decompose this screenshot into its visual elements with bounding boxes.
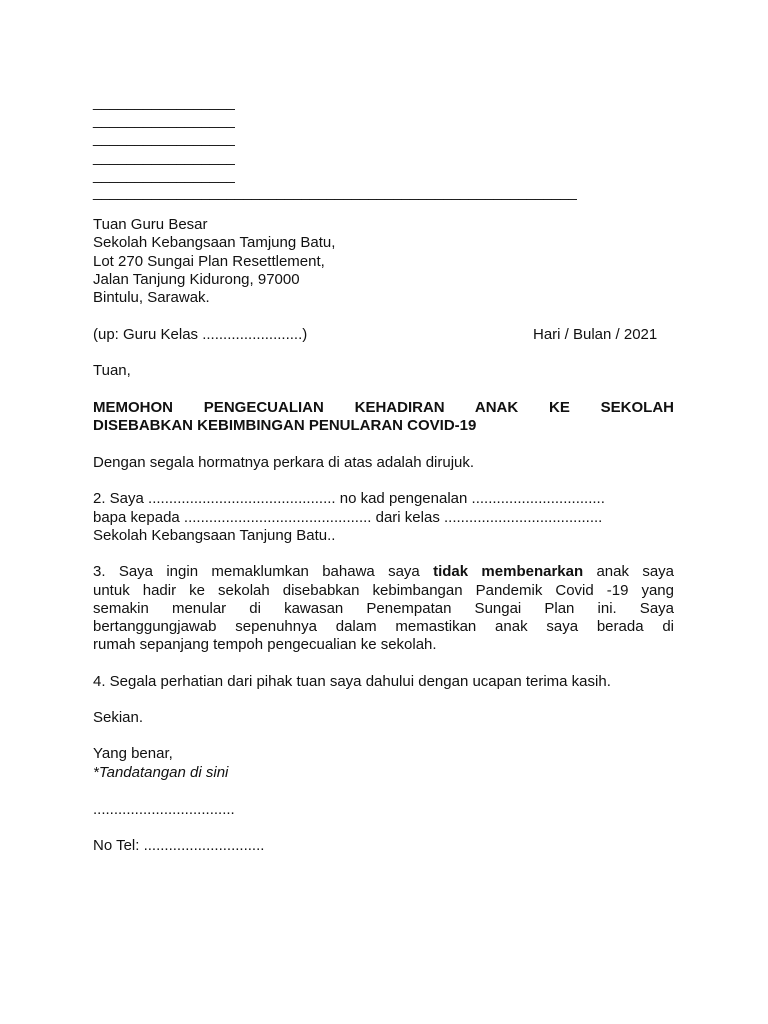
recipient-line: Jalan Tanjung Kidurong, 97000 (93, 271, 300, 288)
paragraph-4: 4. Segala perhatian dari pihak tuan saya dahului dengan ucapan terima kasih. (93, 673, 611, 690)
paragraph-3-line: semakin menular di kawasan Penempatan Sungai Plan ini. Saya (93, 600, 674, 617)
sender-address-line: _________________ (93, 112, 235, 129)
paragraph-3-line: rumah sepanjang tempoh pengecualian ke sekolah. (93, 636, 437, 653)
paragraph-3-line: untuk hadir ke sekolah disebabkan kebimbangan Pandemik Covid -19 yang (93, 582, 674, 599)
paragraph-2-line: 2. Saya ............................................. no kad pengenalan ................................ (93, 490, 605, 507)
sender-divider-line: __________________________________________________________ (93, 184, 577, 201)
subject-line-1: MEMOHON PENGECUALIAN KEHADIRAN ANAK KE SEKOLAH (93, 399, 674, 416)
sender-address-line: _________________ (93, 130, 235, 147)
closing: Sekian. (93, 709, 144, 726)
sign-off: Yang benar, (93, 745, 173, 762)
recipient-line: Lot 270 Sungai Plan Resettlement, (93, 253, 325, 270)
recipient-line: Bintulu, Sarawak. (93, 289, 210, 306)
paragraph-3-text: 3. Saya ingin memaklumkan bahawa saya (93, 563, 420, 580)
emphasis-text: tidak membenarkan (433, 563, 584, 580)
signature-placeholder: *Tandatangan di sini (93, 764, 229, 781)
recipient-line: Tuan Guru Besar (93, 216, 208, 233)
sender-address-line: _________________ (93, 94, 235, 111)
paragraph-3-text: anak saya (596, 563, 675, 580)
paragraph-3-line: bertanggungjawab sepenuhnya dalam memastikan anak saya berada di (93, 618, 674, 635)
sender-address-line: _________________ (93, 167, 235, 184)
recipient-line: Sekolah Kebangsaan Tamjung Batu, (93, 234, 336, 251)
opening-paragraph: Dengan segala hormatnya perkara di atas adalah dirujuk. (93, 454, 475, 471)
phone-line: No Tel: ............................. (93, 837, 265, 854)
salutation: Tuan, (93, 362, 131, 379)
date-line: Hari / Bulan / 2021 (533, 326, 658, 343)
paragraph-2-line: Sekolah Kebangsaan Tanjung Batu.. (93, 527, 336, 544)
paragraph-2-line: bapa kepada ............................................. dari kelas ...................................... (93, 509, 603, 526)
paragraph-3-line-1 (93, 563, 674, 581)
attention-line: (up: Guru Kelas ........................) (93, 326, 308, 343)
sender-address-line: _________________ (93, 149, 235, 166)
subject-line-2: DISEBABKAN KEBIMBINGAN PENULARAN COVID-19 (93, 417, 477, 434)
signature-line: .................................. (93, 801, 235, 818)
